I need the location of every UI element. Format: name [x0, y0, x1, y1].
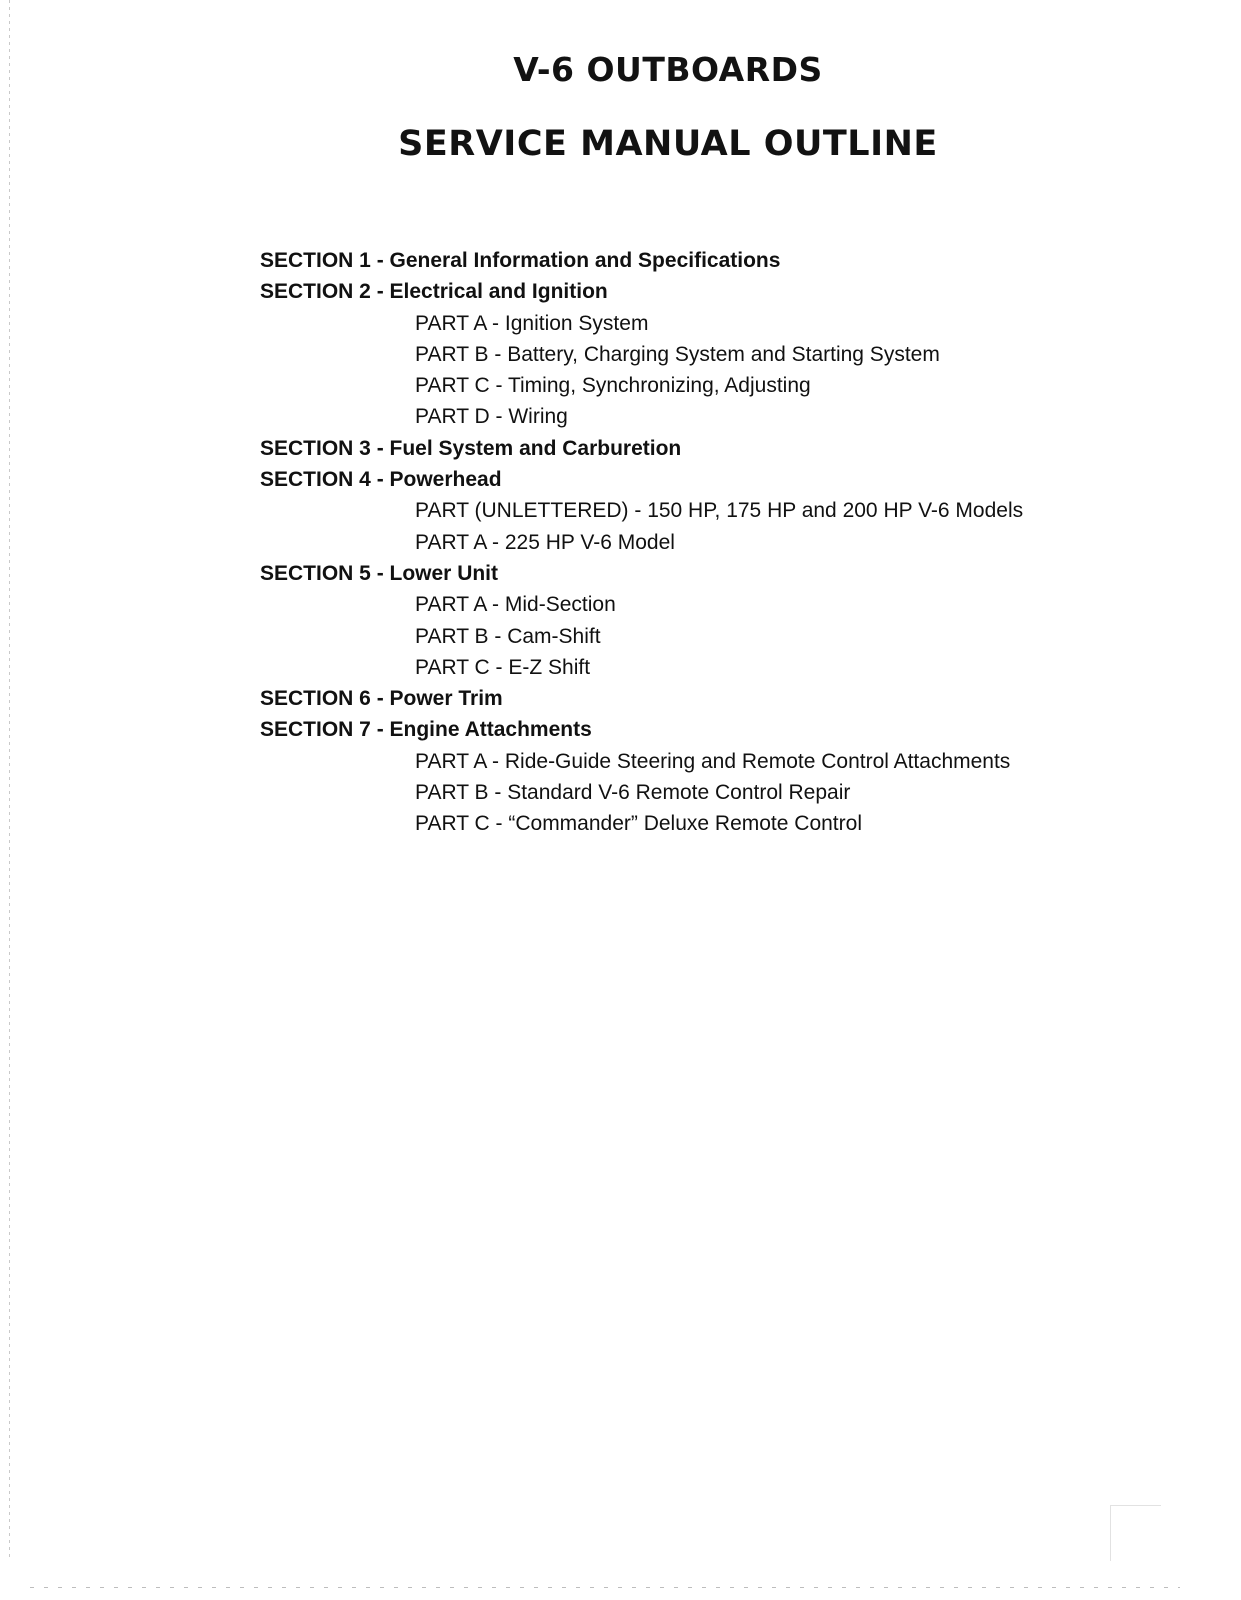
outline-part-entry: PART A - Ride-Guide Steering and Remote Control Attachments [415, 749, 1011, 773]
outline-part-entry: PART A - Ignition System [415, 311, 649, 335]
outline-part-entry: PART A - 225 HP V-6 Model [415, 530, 675, 554]
outline-section-heading: SECTION 2 - Electrical and Ignition [260, 280, 608, 304]
outline-part-entry: PART C - E-Z Shift [415, 655, 591, 679]
outline-part-entry: PART D - Wiring [415, 405, 568, 429]
outline-list [0, 245, 1241, 840]
outline-part-entry: PART A - Mid-Section [415, 593, 616, 617]
outline-section-heading: SECTION 1 - General Information and Specifications [260, 249, 781, 272]
outline-section-heading: SECTION 3 - Fuel System and Carburetion [260, 436, 682, 460]
document-subtitle: SERVICE MANUAL OUTLINE [398, 124, 938, 164]
outline-section-heading: SECTION 4 - Powerhead [260, 468, 502, 492]
outline-part-entry: PART C - Timing, Synchronizing, Adjusting [415, 374, 811, 398]
outline-section-heading: SECTION 6 - Power Trim [260, 687, 503, 711]
scan-bottom-artifact [30, 1587, 1180, 1588]
outline-part-entry: PART C - “Commander” Deluxe Remote Control [415, 812, 862, 836]
outline-part-entry: PART B - Cam-Shift [415, 624, 601, 648]
outline-section-heading: SECTION 7 - Engine Attachments [260, 718, 592, 742]
outline-section-heading: SECTION 5 - Lower Unit [260, 561, 499, 585]
scan-corner-artifact [1110, 1505, 1161, 1561]
document-title: V-6 OUTBOARDS [513, 50, 823, 89]
outline-part-entry: PART (UNLETTERED) - 150 HP, 175 HP and 200 HP V-6 Models [415, 499, 1024, 523]
outline-part-entry: PART B - Standard V-6 Remote Control Repair [415, 781, 851, 805]
outline-part-entry: PART B - Battery, Charging System and Starting System [415, 342, 940, 366]
